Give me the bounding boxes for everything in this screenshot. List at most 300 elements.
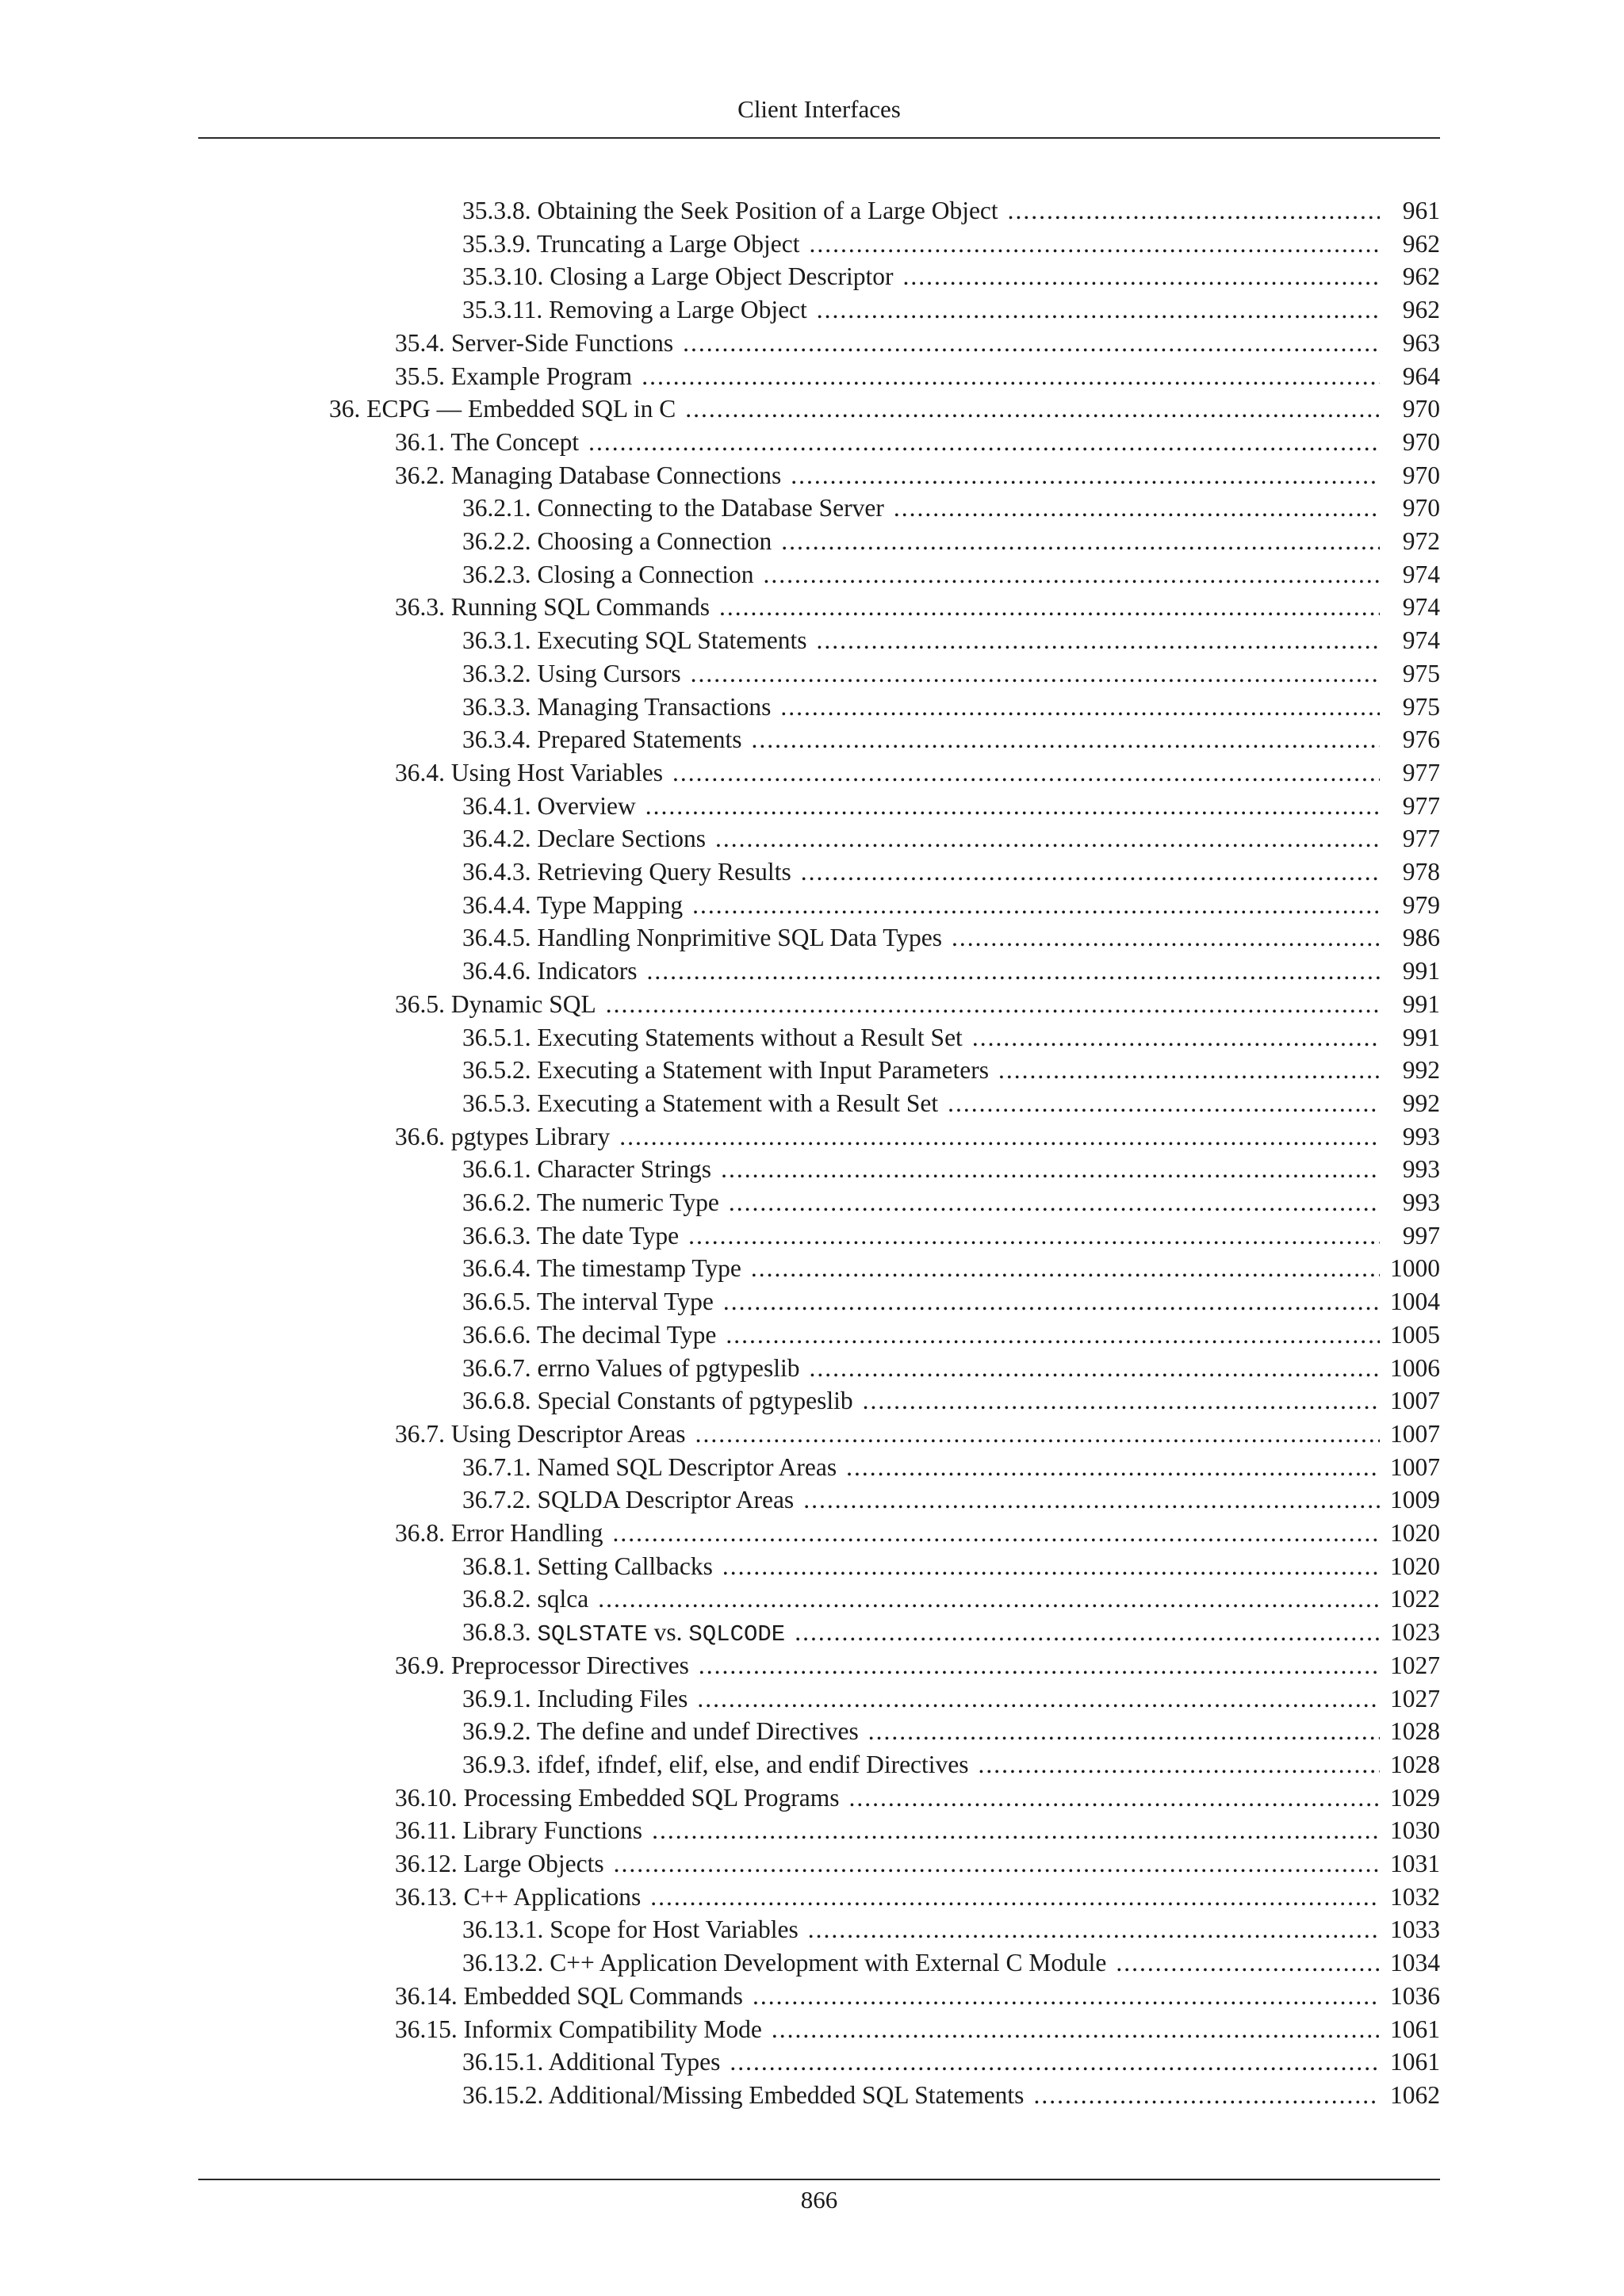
toc-entry[interactable] <box>462 228 1440 260</box>
toc-entry[interactable] <box>395 1121 1440 1153</box>
toc-entry[interactable] <box>462 1583 1440 1615</box>
toc-entry-title-part: SQLSTATE <box>537 1621 648 1648</box>
toc-entry-title <box>395 327 683 359</box>
header-rule <box>198 137 1440 139</box>
toc-entry-page: 1062 <box>1390 2080 1440 2109</box>
toc-entry-page: 1061 <box>1390 2015 1440 2043</box>
dot-leader <box>614 1848 1380 1880</box>
toc-entry-number: 36.6. <box>395 1122 445 1150</box>
toc-entry-label: Indicators <box>537 957 638 985</box>
toc-entry[interactable] <box>395 1782 1440 1814</box>
toc-entry-number: 36.4.4. <box>462 890 531 919</box>
toc-entry-number: 36.6.6. <box>462 1320 531 1349</box>
toc-entry-number: 36.5.2. <box>462 1056 531 1085</box>
toc-entry-page: 970 <box>1402 427 1440 456</box>
toc-entry-title <box>462 890 692 921</box>
toc-entry-label: errno Values of pgtypeslib <box>537 1353 800 1382</box>
toc-entry-page: 1028 <box>1390 1717 1440 1746</box>
toc-entry-title <box>462 922 952 954</box>
toc-entry[interactable] <box>395 989 1440 1020</box>
toc-entry-number: 36.4.1. <box>462 791 531 820</box>
toc-entry-number: 36.3.1. <box>462 626 531 655</box>
dot-leader <box>772 2014 1380 2045</box>
toc-entry-title <box>462 658 691 690</box>
toc-entry[interactable] <box>462 559 1440 591</box>
toc-entry[interactable] <box>462 658 1440 690</box>
toc-entry-label: Including Files <box>537 1684 688 1712</box>
toc-entry-number: 36.10. <box>395 1783 458 1812</box>
toc-entry-title <box>462 1154 721 1185</box>
toc-entry-page: 1007 <box>1390 1387 1440 1415</box>
toc-entry-label: Running SQL Commands <box>450 593 710 622</box>
toc-entry-label: Type Mapping <box>536 890 684 919</box>
toc-entry-number: 36.2.3. <box>462 560 531 588</box>
dot-leader <box>781 526 1380 557</box>
toc-entry-number: 36.6.7. <box>462 1353 531 1382</box>
toc-entry-label: Dynamic SQL <box>450 989 596 1018</box>
toc-entry-page: 962 <box>1402 296 1440 324</box>
toc-entry-number: 36.4.3. <box>462 858 531 886</box>
toc-entry-number: 36.11. <box>395 1816 457 1845</box>
toc-entry-number: 36.7.1. <box>462 1452 531 1481</box>
toc-entry-title-part: SQLCODE <box>688 1621 786 1648</box>
toc-entry-label: Executing Statements without a Result Set <box>537 1023 963 1051</box>
toc-entry[interactable] <box>395 1980 1440 2012</box>
toc-entry-label: Scope for Host Variables <box>550 1915 799 1944</box>
toc-entry-number: 36.8.1. <box>462 1552 531 1580</box>
toc-entry-title <box>462 1484 803 1516</box>
dot-leader <box>723 1286 1380 1318</box>
toc-entry-title <box>329 393 685 425</box>
toc-entry-page: 993 <box>1402 1122 1440 1150</box>
toc-entry-title <box>462 492 894 524</box>
toc-entry[interactable] <box>395 1418 1440 1450</box>
toc-entry-page: 978 <box>1402 858 1440 886</box>
toc-entry-label: Using Host Variables <box>450 758 664 786</box>
toc-entry-page: 1006 <box>1390 1353 1440 1382</box>
toc-entry-title <box>462 823 715 855</box>
toc-entry[interactable] <box>462 1914 1440 1946</box>
toc-entry-page: 972 <box>1402 527 1440 555</box>
toc-entry-title <box>395 361 642 392</box>
toc-entry-title <box>462 2046 730 2078</box>
toc-entry[interactable] <box>462 261 1440 293</box>
toc-entry[interactable] <box>462 1187 1440 1219</box>
toc-entry[interactable] <box>462 2080 1440 2111</box>
toc-entry-label: The interval Type <box>536 1288 714 1316</box>
toc-entry[interactable] <box>395 460 1440 492</box>
toc-entry-title <box>462 625 817 656</box>
dot-leader <box>646 955 1380 987</box>
toc-entry-number: 36.9. <box>395 1651 445 1679</box>
toc-entry-page: 977 <box>1402 758 1440 786</box>
toc-entry-label: Using Cursors <box>537 659 681 687</box>
toc-entry-number: 36.2.2. <box>462 527 531 555</box>
dot-leader <box>817 625 1380 656</box>
toc-entry-page: 1027 <box>1390 1684 1440 1712</box>
toc-entry[interactable] <box>462 492 1440 524</box>
dot-leader <box>715 823 1380 855</box>
dot-leader <box>1008 195 1380 227</box>
toc-entry-page: 974 <box>1402 560 1440 588</box>
toc-entry-title <box>462 1022 972 1054</box>
toc-entry-title <box>395 989 606 1020</box>
toc-entry-number: 36.3.3. <box>462 692 531 721</box>
toc-entry-label: Handling Nonprimitive SQL Data Types <box>537 924 942 952</box>
toc-entry-number: 36.15.1. <box>462 2048 544 2076</box>
toc-entry[interactable] <box>395 427 1440 458</box>
toc-entry-title <box>462 1683 697 1715</box>
toc-entry-title <box>462 1187 729 1219</box>
toc-entry-label: Overview <box>537 791 636 820</box>
dot-leader <box>809 1353 1380 1384</box>
toc-entry-page: 961 <box>1402 197 1440 224</box>
dot-leader <box>606 989 1380 1020</box>
toc-entry[interactable] <box>395 1848 1440 1880</box>
toc-entry-title <box>395 1980 753 2012</box>
toc-entry[interactable] <box>462 1286 1440 1318</box>
toc-entry-label: Truncating a Large Object <box>536 229 800 258</box>
toc-entry-page: 1034 <box>1390 1949 1440 1977</box>
dot-leader <box>1116 1947 1380 1979</box>
toc-entry-title <box>395 2014 772 2045</box>
toc-entry-number: 36.4. <box>395 758 445 786</box>
toc-entry-label: Managing Transactions <box>537 692 772 721</box>
toc-entry[interactable] <box>462 1683 1440 1715</box>
toc-entry[interactable] <box>395 1650 1440 1682</box>
toc-entry-page: 1031 <box>1390 1850 1440 1877</box>
toc-entry[interactable] <box>395 591 1440 623</box>
dot-leader <box>652 1815 1380 1846</box>
dot-leader <box>619 1121 1380 1153</box>
toc-entry-number: 36.3.2. <box>462 659 531 687</box>
toc-entry-title <box>462 856 801 888</box>
toc-entry-label: Closing a Connection <box>537 560 754 588</box>
toc-entry[interactable] <box>462 526 1440 557</box>
toc-entry-title <box>462 1220 688 1252</box>
toc-entry-page: 970 <box>1402 395 1440 423</box>
toc-entry-number: 36.6.8. <box>462 1387 531 1415</box>
toc-entry-page: 1020 <box>1390 1552 1440 1580</box>
toc-entry-title-part: vs. <box>647 1618 689 1647</box>
toc-entry-number: 36.6.4. <box>462 1254 531 1283</box>
toc-entry-page: 974 <box>1402 626 1440 655</box>
toc-entry-page: 1061 <box>1390 2048 1440 2076</box>
dot-leader <box>726 1319 1380 1351</box>
toc-entry-page: 977 <box>1402 825 1440 853</box>
toc-entry[interactable] <box>462 691 1440 723</box>
dot-leader <box>672 757 1380 789</box>
toc-entry-label: Processing Embedded SQL Programs <box>463 1783 840 1812</box>
toc-entry-label: Executing SQL Statements <box>537 626 807 655</box>
dot-leader <box>730 2046 1380 2078</box>
toc-entry[interactable] <box>462 294 1440 326</box>
toc-entry-label: pgtypes Library <box>450 1122 611 1150</box>
toc-entry[interactable] <box>462 1484 1440 1516</box>
toc-entry-title <box>462 2080 1033 2111</box>
toc-entry-label: sqlca <box>537 1585 589 1613</box>
dot-leader <box>691 658 1380 690</box>
toc-entry-number: 36.4.2. <box>462 825 531 853</box>
dot-leader <box>721 1154 1380 1185</box>
toc-entry-label: Large Objects <box>463 1850 604 1877</box>
toc-entry[interactable] <box>462 955 1440 987</box>
toc-entry-title <box>462 1716 868 1747</box>
toc-entry[interactable] <box>462 1353 1440 1384</box>
toc-entry[interactable] <box>462 724 1440 756</box>
toc-entry-label: The define and undef Directives <box>536 1717 859 1746</box>
toc-entry-label: Declare Sections <box>537 825 707 853</box>
toc-entry[interactable] <box>395 1517 1440 1549</box>
toc-entry-page: 1022 <box>1390 1585 1440 1613</box>
dot-leader <box>683 327 1380 359</box>
toc-entry-title <box>462 1353 809 1384</box>
toc-entry-number: 36.1. <box>395 427 445 456</box>
toc-entry-page: 1009 <box>1390 1486 1440 1514</box>
toc-entry-title <box>462 1088 948 1119</box>
toc-entry-page: 1029 <box>1390 1783 1440 1812</box>
toc-entry-label: Named SQL Descriptor Areas <box>537 1452 837 1481</box>
toc-entry-page: 975 <box>1402 659 1440 687</box>
toc-entry-number: 35.3.8. <box>462 197 531 224</box>
toc-entry-label: Setting Callbacks <box>537 1552 713 1580</box>
running-header: Client Interfaces <box>737 95 901 123</box>
toc-entry-number: 36.3.4. <box>462 725 531 754</box>
dot-leader <box>598 1583 1380 1615</box>
toc-entry-page: 976 <box>1402 725 1440 754</box>
dot-leader <box>801 856 1380 888</box>
toc-entry-number: 36.4.5. <box>462 924 531 952</box>
dot-leader <box>685 393 1380 425</box>
toc-entry[interactable] <box>462 1220 1440 1252</box>
toc-entry-title <box>395 1815 652 1846</box>
toc-entry-title <box>462 1253 751 1284</box>
toc-entry-label: Removing a Large Object <box>549 296 807 324</box>
dot-leader <box>642 361 1380 392</box>
dot-leader <box>809 228 1380 260</box>
toc-entry-title <box>395 1881 650 1913</box>
toc-entry-number: 35.3.11. <box>462 296 543 324</box>
toc-entry-page: 993 <box>1402 1155 1440 1184</box>
dot-leader <box>780 691 1380 723</box>
toc-entry[interactable] <box>462 1617 1440 1648</box>
toc-entry-label: Error Handling <box>450 1519 603 1547</box>
toc-entry-label: Example Program <box>450 362 633 390</box>
toc-entry-page: 1027 <box>1390 1651 1440 1679</box>
toc-entry[interactable] <box>395 2014 1440 2045</box>
dot-leader <box>692 890 1380 921</box>
dot-leader <box>952 922 1380 954</box>
toc-entry-page: 1036 <box>1390 1981 1440 2010</box>
toc-entry-page: 991 <box>1402 1023 1440 1051</box>
dot-leader <box>729 1187 1380 1219</box>
dot-leader <box>699 1650 1380 1682</box>
dot-leader <box>972 1022 1380 1054</box>
toc-entry-number: 36.13. <box>395 1882 458 1911</box>
toc-entry-number: 36.9.1. <box>462 1684 531 1712</box>
toc-entry-title <box>462 691 780 723</box>
dot-leader <box>722 1551 1380 1582</box>
toc-entry-label: The date Type <box>536 1221 680 1249</box>
toc-entry-label: The decimal Type <box>536 1320 717 1349</box>
toc-entry-number: 36.6.2. <box>462 1188 531 1216</box>
toc-entry[interactable] <box>395 327 1440 359</box>
footer-rule <box>198 2179 1440 2180</box>
toc-entry[interactable] <box>462 1022 1440 1054</box>
dot-leader <box>998 1054 1380 1086</box>
toc-entry-page: 993 <box>1402 1188 1440 1216</box>
dot-leader <box>817 294 1380 326</box>
toc-entry-page: 970 <box>1402 494 1440 522</box>
toc-entry-number: 36.5.1. <box>462 1023 531 1051</box>
toc-entry-title <box>462 1583 598 1615</box>
toc-entry[interactable] <box>462 1253 1440 1284</box>
toc-entry-title <box>462 790 645 822</box>
toc-entry-label: Executing a Statement with Input Parameters <box>537 1056 989 1085</box>
toc-entry-number: 36.7.2. <box>462 1486 531 1514</box>
toc-entry-number: 36.6.1. <box>462 1155 531 1184</box>
toc-entry-number: 36.5. <box>395 989 445 1018</box>
toc-entry-page: 1000 <box>1390 1254 1440 1283</box>
toc-entry[interactable] <box>462 790 1440 822</box>
toc-entry[interactable] <box>395 1881 1440 1913</box>
toc-entry-page: 1028 <box>1390 1750 1440 1778</box>
toc-entry-label: Executing a Statement with a Result Set <box>537 1089 939 1117</box>
toc-entry[interactable] <box>395 1815 1440 1846</box>
toc-entry-label: Closing a Large Object Descriptor <box>550 262 894 291</box>
toc-entry-number: 36.9.3. <box>462 1750 531 1778</box>
toc-entry[interactable] <box>462 856 1440 888</box>
toc-entry-title <box>462 955 646 987</box>
toc-entry[interactable] <box>462 890 1440 921</box>
toc-entry[interactable] <box>462 1452 1440 1483</box>
toc-entry[interactable] <box>462 1154 1440 1185</box>
dot-leader <box>894 492 1380 524</box>
toc-entry-title <box>395 1121 619 1153</box>
toc-entry-label: Special Constants of pgtypeslib <box>537 1387 853 1415</box>
toc-entry-label: Connecting to the Database Server <box>537 494 884 522</box>
page-number: 866 <box>800 2186 838 2214</box>
toc-entry-label: Managing Database Connections <box>450 461 782 489</box>
dot-leader <box>645 790 1380 822</box>
toc-entry-page: 962 <box>1402 229 1440 258</box>
toc-entry-number: 36.8. <box>395 1519 445 1547</box>
dot-leader <box>948 1088 1380 1119</box>
toc-entry-title <box>462 1452 846 1483</box>
toc-entry-title <box>395 591 719 623</box>
toc-entry-title <box>462 228 809 260</box>
toc-entry[interactable] <box>462 823 1440 855</box>
toc-entry-page: 1033 <box>1390 1915 1440 1944</box>
toc-entry[interactable] <box>462 1088 1440 1119</box>
dot-leader <box>688 1220 1380 1252</box>
toc-entry-page: 1004 <box>1390 1288 1440 1316</box>
toc-entry-number: 36.4.6. <box>462 957 531 985</box>
toc-entry-title <box>462 1947 1116 1979</box>
toc-entry-page: 991 <box>1402 957 1440 985</box>
toc-entry[interactable] <box>462 2046 1440 2078</box>
dot-leader <box>1033 2080 1380 2111</box>
toc-entry-number: 36.8.2. <box>462 1585 531 1613</box>
toc-entry[interactable] <box>329 393 1440 425</box>
dot-leader <box>751 1253 1380 1284</box>
toc-entry[interactable] <box>395 361 1440 392</box>
toc-entry-number: 36.13.2. <box>462 1949 544 1977</box>
toc-entry-label: ECPG — Embedded SQL in C <box>366 395 676 423</box>
toc-entry-number: 36.2.1. <box>462 494 531 522</box>
toc-entry-page: 1020 <box>1390 1519 1440 1547</box>
toc-entry[interactable] <box>462 922 1440 954</box>
toc-entry-number: 36.7. <box>395 1419 445 1448</box>
dot-leader <box>849 1782 1380 1814</box>
toc-entry-label: The Concept <box>450 427 580 456</box>
toc-entry-label: Embedded SQL Commands <box>463 1981 743 2010</box>
toc-entry[interactable] <box>462 1319 1440 1351</box>
toc-entry-title <box>395 460 791 492</box>
toc-entry-page: 977 <box>1402 791 1440 820</box>
toc-entry-page: 992 <box>1402 1089 1440 1117</box>
dot-leader <box>868 1716 1380 1747</box>
toc-entry[interactable] <box>462 625 1440 656</box>
toc-entry[interactable] <box>462 1054 1440 1086</box>
toc-entry-label: Using Descriptor Areas <box>450 1419 686 1448</box>
toc-entry-page: 975 <box>1402 692 1440 721</box>
toc-entry-number: 36.15.2. <box>462 2080 544 2109</box>
toc-entry-title <box>462 195 1008 227</box>
dot-leader <box>588 427 1380 458</box>
toc-entry-label: Retrieving Query Results <box>537 858 791 886</box>
dot-leader <box>903 261 1380 293</box>
toc-entry-label: C++ Application Development with External C Module <box>550 1949 1107 1977</box>
toc-entry-page: 1007 <box>1390 1452 1440 1481</box>
toc-entry-title <box>462 1914 808 1946</box>
toc-entry-title <box>462 261 903 293</box>
toc-entry[interactable] <box>395 757 1440 789</box>
toc-entry-page: 963 <box>1402 328 1440 357</box>
toc-entry[interactable] <box>462 195 1440 227</box>
dot-leader <box>697 1683 1380 1715</box>
toc-entry[interactable] <box>462 1716 1440 1747</box>
toc-entry-page: 979 <box>1402 890 1440 919</box>
toc-entry-number: 36.3. <box>395 593 445 622</box>
toc-entry-title <box>395 427 588 458</box>
toc-entry-page: 1005 <box>1390 1320 1440 1349</box>
toc-entry-page: 1007 <box>1390 1419 1440 1448</box>
toc-entry-number: 35.3.9. <box>462 229 531 258</box>
toc-entry-page: 991 <box>1402 989 1440 1018</box>
toc-entry[interactable] <box>462 1551 1440 1582</box>
toc-entry-title <box>395 1650 699 1682</box>
toc-entry-number: 36.9.2. <box>462 1717 531 1746</box>
toc-entry[interactable] <box>462 1947 1440 1979</box>
toc-entry-number: 35.5. <box>395 362 445 390</box>
toc-entry-page: 986 <box>1402 924 1440 952</box>
toc-entry-label: Choosing a Connection <box>537 527 772 555</box>
toc-entry[interactable] <box>462 1385 1440 1417</box>
dot-leader <box>753 1980 1380 2012</box>
toc-entry-number: 35.4. <box>395 328 445 357</box>
toc-entry-title <box>462 559 763 591</box>
toc-entry[interactable] <box>462 1749 1440 1781</box>
toc-entry-number: 36.6.3. <box>462 1221 531 1249</box>
toc-entry-title <box>462 1385 863 1417</box>
toc-entry-title <box>395 1848 614 1880</box>
toc-entry-number: 36.2. <box>395 461 445 489</box>
dot-leader <box>846 1452 1380 1483</box>
dot-leader <box>650 1881 1380 1913</box>
toc-entry-page: 992 <box>1402 1056 1440 1085</box>
toc-entry-title <box>462 1617 795 1651</box>
